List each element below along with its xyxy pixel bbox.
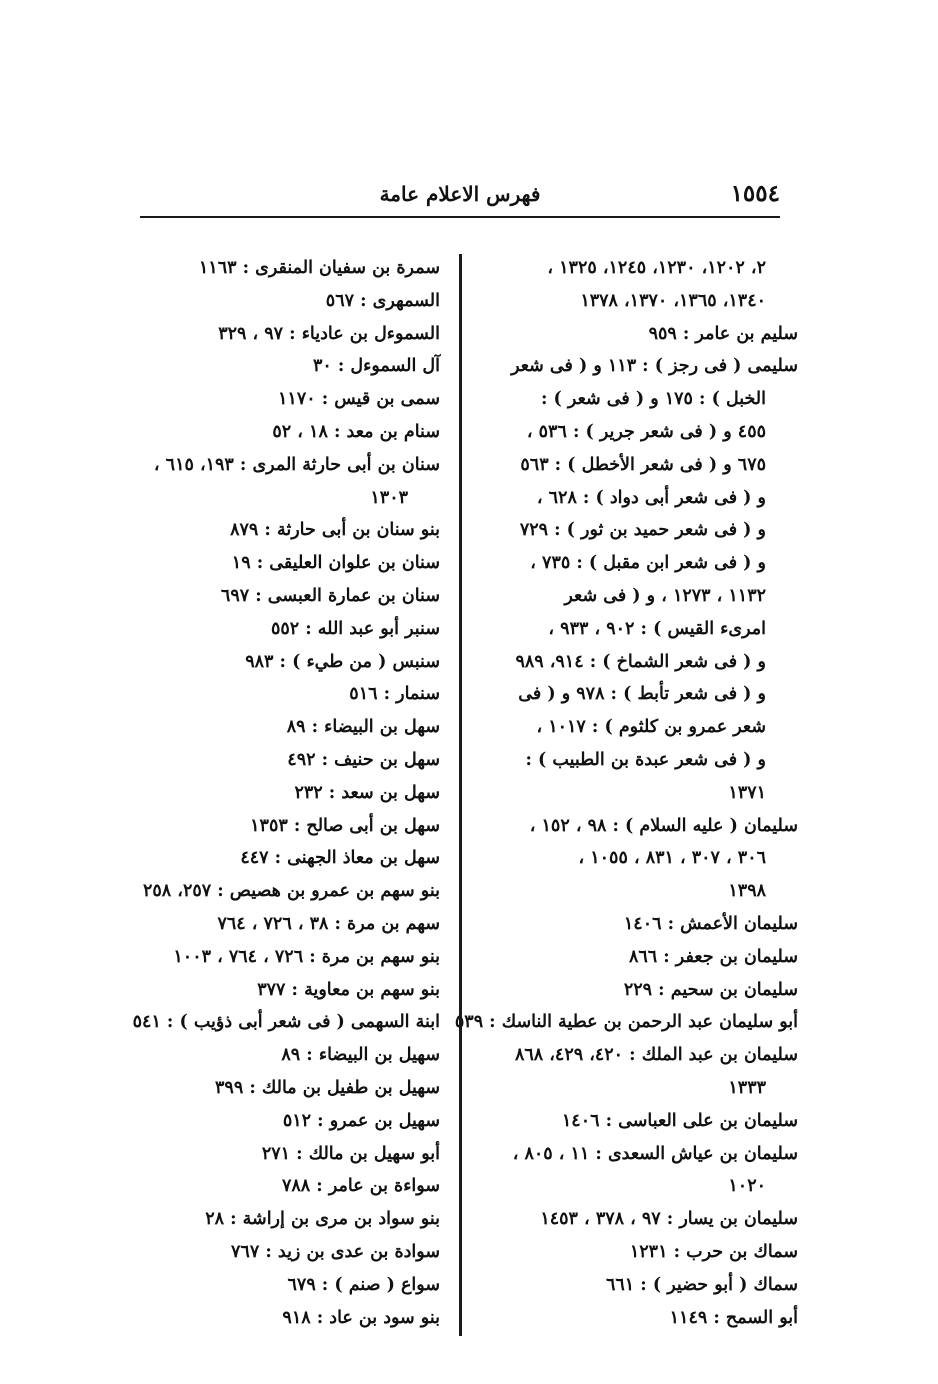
index-entry: سواع ( صنم ) : ٦٧٩ <box>287 1274 440 1295</box>
index-entry-continuation: و ( فى شعر أبى دواد ) : ٦٢٨ ، <box>536 487 766 508</box>
index-entry: سهل بن أبى صالح : ١٣٥٣ <box>250 815 440 836</box>
index-column-left <box>122 252 440 1334</box>
index-entry: أبو سهيل بن مالك : ٢٧١ <box>261 1143 440 1164</box>
index-entry: سماك بن حرب : ١٢٣١ <box>629 1241 798 1262</box>
index-entry: السموءل بن عادياء : ٩٧ ، ٣٢٩ <box>218 323 440 344</box>
index-entry: سنبر أبو عبد الله : ٥٥٢ <box>270 618 440 639</box>
index-entry: سمرة بن سفيان المنقرى : ١١٦٣ <box>198 258 440 278</box>
index-entry: سنان بن علوان العليقى : ١٩ <box>231 553 440 574</box>
index-entry-continuation: الخبل ) : ١٧٥ و ( فى شعر ) : <box>541 389 766 410</box>
index-entry-continuation: شعر عمرو بن كلثوم ) : ١٠١٧ ، <box>536 717 766 738</box>
index-entry: ابنة السهمى ( فى شعر أبى ذؤيب ) : ٥٤١ <box>132 1012 440 1033</box>
index-entry-continuation: ٦٧٥ و ( فى شعر الأخطل ) : ٥٦٣ <box>520 454 766 475</box>
index-entry: سهل بن سعد : ٢٣٢ <box>294 782 440 803</box>
index-entry: سليمان بن جعفر : ٨٦٦ <box>628 946 798 967</box>
index-entry: سليمان الأعمش : ١٤٠٦ <box>623 913 798 934</box>
index-entry: سنان بن عمارة العبسى : ٦٩٧ <box>220 585 440 606</box>
index-entry-continuation: امرىء القيس ) : ٩٠٢ ، ٩٣٣ ، <box>548 618 766 639</box>
index-entry-continuation: ٤٥٥ و ( فى شعر جرير ) : ٥٣٦ ، <box>526 421 766 442</box>
index-entry: سنام بن معد : ١٨ ، ٥٢ <box>272 421 440 442</box>
index-entry: سليمان بن عياش السعدى : ١١ ، ٨٠٥ ، <box>512 1143 798 1164</box>
index-entry: آل السموءل : ٣٠ <box>312 356 440 377</box>
page-header <box>140 176 780 216</box>
index-entry: سهيل بن طفيل بن مالك : ٣٩٩ <box>215 1077 440 1098</box>
index-entry: سمى بن قيس : ١١٧٠ <box>278 389 440 410</box>
index-entry: سليمان ( عليه السلام ) : ٩٨ ، ١٥٢ ، <box>529 815 798 836</box>
index-entry-continuation: و ( فى شعر عبدة بن الطبيب ) : <box>525 749 766 770</box>
index-entry: سماك ( أبو حضير ) : ٦٦١ <box>605 1274 798 1295</box>
index-entry: أبو السمح : ١١٤٩ <box>669 1307 798 1328</box>
index-entry-continuation: ٢، ١٢٠٢، ١٢٣٠، ١٢٤٥، ١٣٢٥ ، <box>547 258 766 278</box>
header-rule <box>140 216 780 218</box>
index-entry: بنو سهم بن مرة : ٧٢٦ ، ٧٦٤ ، ١٠٠٣ <box>173 946 440 967</box>
index-entry-continuation: و ( فى شعر ابن مقبل ) : ٧٣٥ ، <box>530 553 766 574</box>
index-entry: سواءة بن عامر : ٧٨٨ <box>282 1176 440 1197</box>
index-entry-continuation: ١٣٠٣ <box>370 487 408 508</box>
page-title: فهرس الاعلام عامة <box>379 182 541 206</box>
index-entry-continuation: و ( فى شعر حميد بن ثور ) : ٧٢٩ <box>519 520 766 541</box>
index-entry: سنمار : ٥١٦ <box>349 684 440 705</box>
page-number: ١٥٥٤ <box>730 180 780 207</box>
index-entry: أبو سليمان عبد الرحمن بن عطية الناسك : ٥٣٩ <box>454 1012 798 1033</box>
index-entry: سليم بن عامر : ٩٥٩ <box>648 323 798 344</box>
index-entry-continuation: ١٣٣٣ <box>728 1077 766 1098</box>
index-entry: سنان بن أبى حارثة المرى : ١٩٣، ٦١٥ ، <box>153 454 440 475</box>
index-entry: السمهرى : ٥٦٧ <box>325 290 440 311</box>
index-entry: سهيل بن البيضاء : ٨٩ <box>281 1045 440 1066</box>
index-entry: سوادة بن عدى بن زيد : ٧٦٧ <box>231 1241 440 1262</box>
index-entry: سهل بن معاذ الجهنى : ٤٤٧ <box>240 848 440 869</box>
index-entry-continuation: و ( فى شعر الشماخ ) : ٩١٤، ٩٨٩ <box>515 651 766 672</box>
index-entry: سهم بن مرة : ٣٨ ، ٧٢٦ ، ٧٦٤ <box>217 913 440 934</box>
index-entry-continuation: ١١٣٢ ، ١٢٧٣ ، و ( فى شعر <box>564 585 766 606</box>
index-entry: سنبس ( من طيء ) : ٩٨٣ <box>245 651 440 672</box>
index-entry: سهيل بن عمرو : ٥١٢ <box>282 1110 440 1131</box>
index-entry: سليمان بن سحيم : ٢٢٩ <box>623 979 798 1000</box>
index-entry: سهل بن حنيف : ٤٩٢ <box>287 749 440 770</box>
index-entry-continuation: ٣٠٦ ، ٣٠٧ ، ٨٣١ ، ١٠٥٥ ، <box>578 848 766 869</box>
index-entry: بنو سهم بن معاوية : ٣٧٧ <box>257 979 440 1000</box>
index-entry: سليمان بن عبد الملك : ٤٢٠، ٤٢٩، ٨٦٨ <box>514 1045 798 1066</box>
index-entry: سليمى ( فى رجز ) : ١١٣ و ( فى شعر <box>511 356 798 377</box>
index-entry: بنو سهم بن عمرو بن هصيص : ٢٥٧، ٢٥٨ <box>142 881 440 902</box>
index-entry-continuation: ١٣٩٨ <box>728 881 766 902</box>
index-column-right <box>454 252 798 1334</box>
index-entry-continuation: ١٠٢٠ <box>728 1176 766 1197</box>
index-entry-continuation: ١٣٤٠، ١٣٦٥، ١٣٧٠، ١٣٧٨ <box>580 290 766 311</box>
index-entry-continuation: و ( فى شعر تأبط ) : ٩٧٨ و ( فى <box>518 684 766 705</box>
index-entry: سهل بن البيضاء : ٨٩ <box>286 717 440 738</box>
index-entry: سليمان بن يسار : ٩٧ ، ٣٧٨ ، ١٤٥٣ <box>540 1209 798 1230</box>
index-entry: بنو سواد بن مرى بن إراشة : ٢٨ <box>205 1209 440 1230</box>
index-entry: بنو سنان بن أبى حارثة : ٨٧٩ <box>230 520 440 541</box>
index-entry: سليمان بن على العباسى : ١٤٠٦ <box>561 1110 798 1131</box>
index-entry-continuation: ١٣٧١ <box>728 782 766 803</box>
index-entry: بنو سود بن عاد : ٩١٨ <box>282 1307 440 1328</box>
column-divider <box>459 254 462 1336</box>
